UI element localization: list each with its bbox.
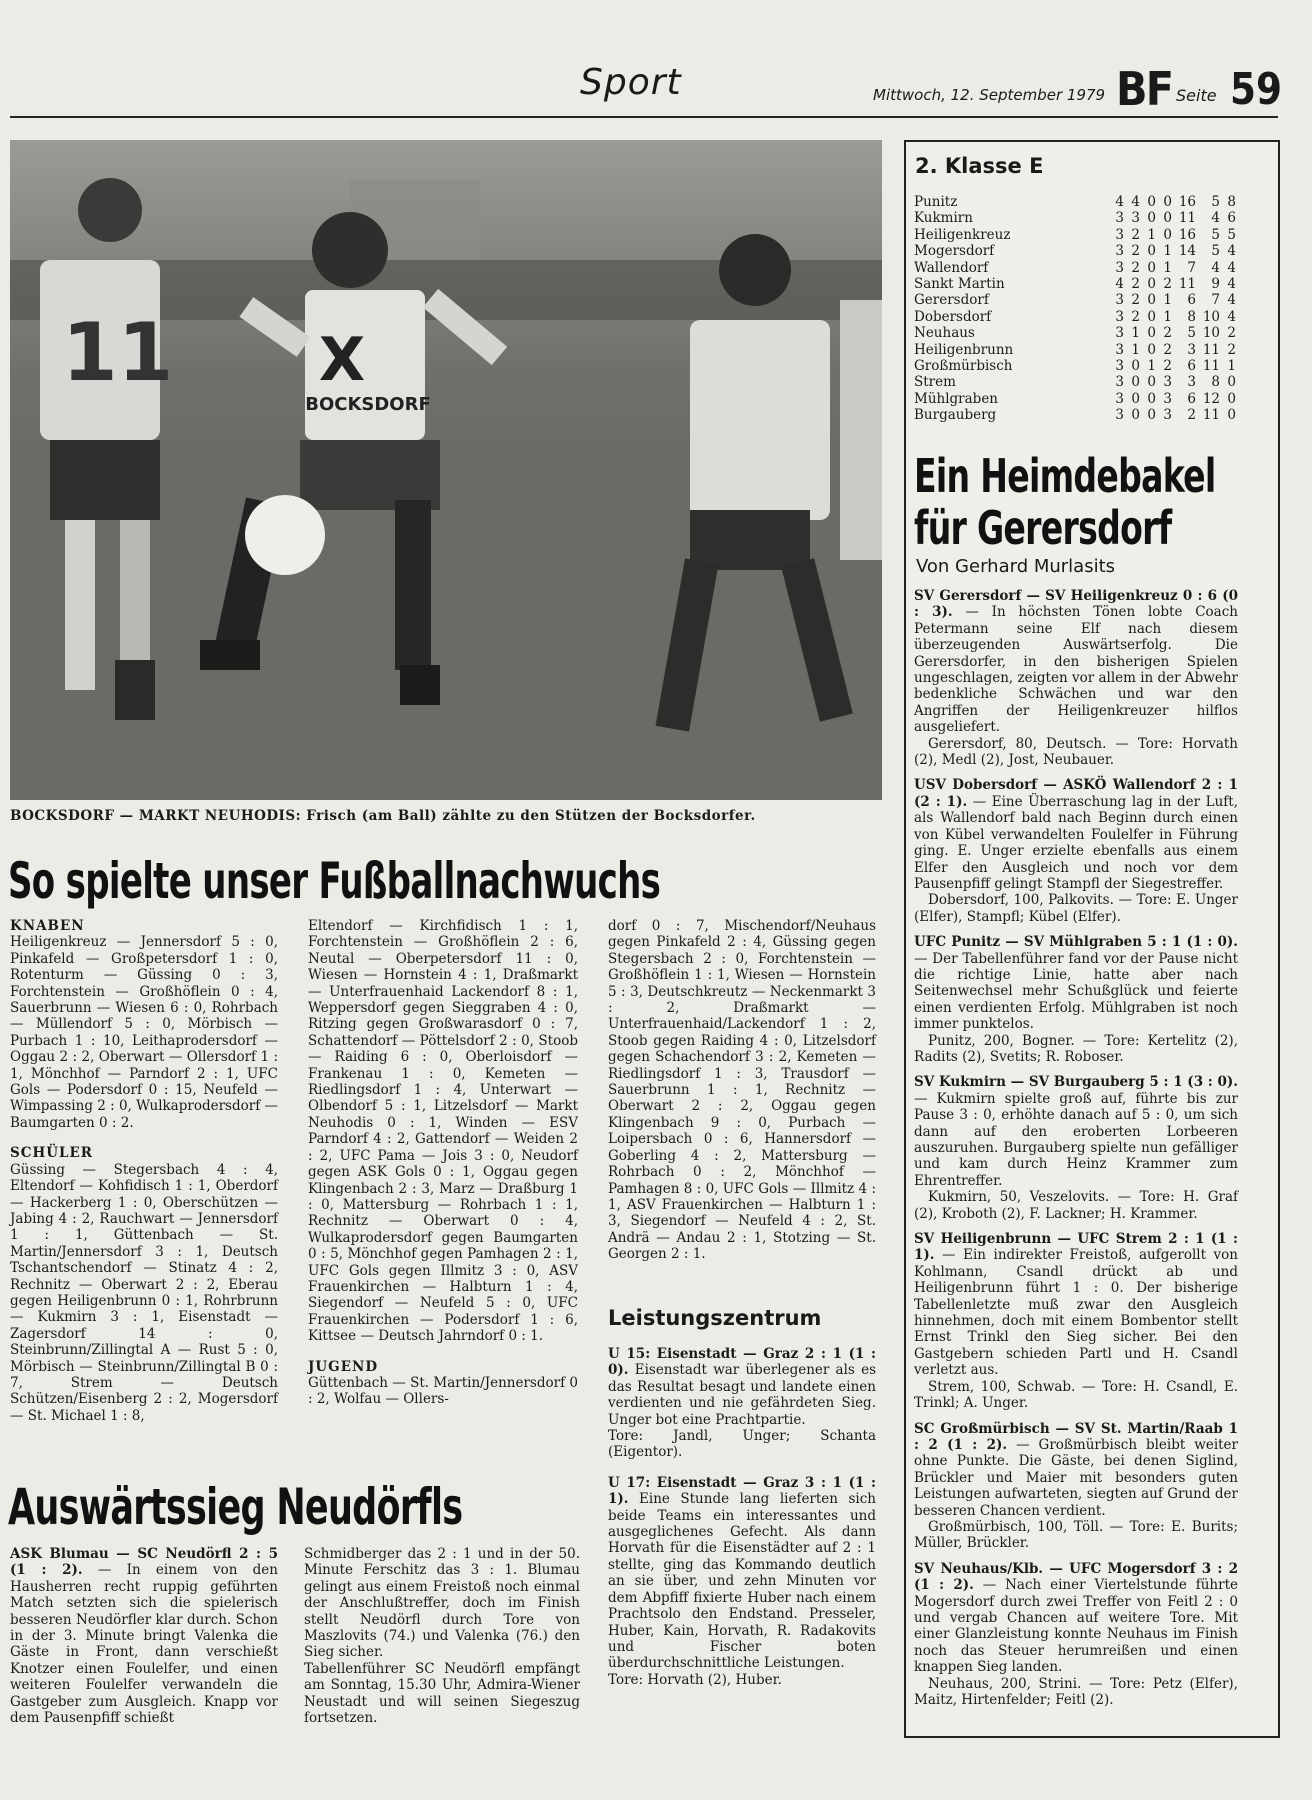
u17-tore: Tore: Horvath (2), Huber.: [608, 1671, 782, 1688]
page-number: 59: [1230, 64, 1283, 115]
standings-cell-tore: 7: [1187, 259, 1196, 276]
standings-cell-tore: 16: [1178, 194, 1196, 210]
standings-cell-n: 3: [1163, 390, 1172, 407]
photo-caption: BOCKSDORF — MARKT NEUHODIS: Frisch (am Ball) zählte zu den Stützen der Bocksdorfer.: [10, 808, 756, 824]
game-heading: SC Großmürbisch — SV St. Martin/Raab 1 : 2 (1 : 2).: [914, 1420, 1238, 1453]
standings-cell-team: Heiligenbrunn: [914, 341, 1014, 358]
standings-cell-tore: 11: [1178, 210, 1196, 227]
standings-cell-ga: 8: [1211, 374, 1220, 391]
standings-row: [914, 358, 1236, 374]
game-text: — In höchsten Tönen lobte Coach Petermann seine Elf nach diesem überzeugenden Auswärtserfolg. Die Gerersdorfer, in den bisherigen Spielen ungeschlagen, zeigten vor allem in der Abwehr bedenkliche Schwächen und war den Angriffen der Heiligenkreuzer hilflos ausgeliefert.: [914, 604, 1238, 736]
jugend-results: Güttenbach — St. Martin/Jennersdorf 0 : 2, Wolfau — Ollers-: [308, 1374, 578, 1408]
standings-cell-pkt: 0: [1227, 407, 1236, 424]
game-info: Dobersdorf, 100, Palkovits. — Tore: E. Unger (Elfer), Stampfl; Kübel (Elfer).: [914, 892, 1238, 925]
standings-cell-sp: 3: [1115, 210, 1124, 227]
standings-cell-tore: 16: [1178, 226, 1196, 243]
standings-table: [914, 194, 1236, 424]
game-heading: SV Heiligenbrunn — UFC Strem 2 : 1 (1 : 1).: [914, 1231, 1238, 1264]
game-report: [914, 777, 1238, 892]
game-report: [914, 934, 1238, 1032]
newspaper-logo: BF: [1116, 62, 1173, 116]
standings-row: [914, 292, 1236, 308]
game-report: [914, 1421, 1238, 1519]
standings-cell-s: 2: [1131, 276, 1140, 293]
standings-row: [914, 194, 1236, 210]
standings-cell-sp: 3: [1115, 243, 1124, 260]
game-text: — Kukmirn spielte groß auf, führte bis zur Pause 3 : 0, erhöhte danach auf 5 : 0, um sich dann auf den eroberten Lorbeeren auszuruhen. Burgauberg spielte nun gefälliger und kam durch Heinz Krammer zum Ehrentreffer.: [914, 1090, 1238, 1189]
standings-cell-team: Mogersdorf: [914, 243, 995, 260]
game-text: — Nach einer Viertelstunde führte Mogersdorf durch zwei Treffer von Feitl 2 : 0 und vergab Chancen auf weitere Tore. Mit einer Glanzleistung konnte Neuhaus im Finish noch das Steuer herumreißen und einen knappen Sieg landen.: [914, 1577, 1238, 1676]
standings-cell-n: 2: [1163, 341, 1172, 358]
standings-cell-n: 1: [1163, 259, 1172, 276]
game-heading: SV Neuhaus/Klb. — UFC Mogersdorf 3 : 2 (1 : 2).: [914, 1560, 1238, 1594]
game-report: [914, 1231, 1238, 1379]
game-heading: SV Kukmirn — SV Burgauberg 5 : 1 (3 : 0).: [914, 1074, 1238, 1091]
jugend-results-cont: dorf 0 : 7, Mischendorf/Neuhaus gegen Pinkafeld 2 : 4, Güssing gegen Stegersbach 2 : 0, Forchtenstein — Großhöflein 1 : 1, Wiesen — Hornstein 5 : 3, Deutschkreutz — Neckenmarkt 3 : 2, Draßmarkt — Unterfrauenhaid/Lackendorf 1 : 2, Stoob gegen Raiding 4 : 0, Litzelsdorf gegen Schachendorf 3 : 2, Kemeten — Riedlingsdorf 1 : 3, Trausdorf — Sauerbrunn 1 : 1, Rechnitz — Oberwart 2 : 2, Oggau gegen Klingenbach 9 : 0, Purbach — Loipersbach 0 : 6, Hannersdorf — Goberling 4 : 2, Mattersburg — Rohrbach 0 : 2, Mönchhof — Pamhagen 8 : 0, UFC Gols — Illmitz 4 : 1, ASV Frauenkirchen — Halbturn 1 : 3, Siegendorf — Neufeld 4 : 2, St. Andrä — Andau 2 : 1, Stotzing — St. Georgen 2 : 1.: [608, 918, 876, 1263]
standings-cell-ga: 4: [1211, 259, 1220, 276]
standings-cell-sp: 3: [1115, 308, 1124, 325]
standings-cell-ga: 11: [1202, 358, 1220, 375]
standings-cell-ga: 5: [1211, 243, 1220, 260]
game-info: Strem, 100, Schwab. — Tore: H. Csandl, E. Trinkl; A. Unger.: [914, 1378, 1238, 1412]
standings-cell-tore: 11: [1178, 276, 1196, 293]
standings-cell-sp: 3: [1115, 358, 1124, 375]
standings-cell-ga: 5: [1211, 226, 1220, 243]
standings-cell-sp: 3: [1115, 292, 1124, 309]
standings-cell-pkt: 4: [1227, 259, 1236, 276]
standings-cell-u: 1: [1147, 358, 1156, 375]
standings-row: [914, 276, 1236, 292]
standings-cell-s: 2: [1131, 308, 1140, 325]
standings-cell-s: 2: [1131, 259, 1140, 276]
standings-row: [914, 325, 1236, 341]
standings-cell-pkt: 8: [1227, 194, 1236, 210]
standings-row: [914, 374, 1236, 390]
standings-cell-sp: 3: [1115, 226, 1124, 243]
game-info: Kukmirn, 50, Veszelovits. — Tore: H. Graf (2), Kroboth (2), F. Lackner; H. Krammer.: [914, 1189, 1238, 1222]
standings-cell-n: 1: [1163, 308, 1172, 325]
standings-cell-u: 0: [1147, 325, 1156, 342]
standings-cell-pkt: 6: [1227, 210, 1236, 227]
standings-cell-tore: 8: [1187, 308, 1196, 325]
svg-text:X: X: [318, 325, 366, 395]
standings-cell-tore: 6: [1187, 292, 1196, 309]
header-rule: [10, 116, 1278, 118]
game-report: [914, 1561, 1238, 1676]
standings-cell-team: Punitz: [914, 194, 958, 210]
standings-cell-u: 0: [1147, 374, 1156, 391]
standings-cell-tore: 14: [1178, 243, 1196, 260]
byline: Von Gerhard Murlasits: [916, 556, 1116, 577]
standings-cell-s: 2: [1131, 292, 1140, 309]
standings-cell-sp: 3: [1115, 374, 1124, 391]
standings-cell-ga: 11: [1202, 341, 1220, 358]
standings-cell-pkt: 4: [1227, 292, 1236, 309]
u15-tore: Tore: Jandl, Unger; Schanta (Eigentor).: [608, 1428, 876, 1461]
neudoerfl-lead: ASK Blumau — SC Neudörfl 2 : 5 (1 : 2).: [10, 1546, 278, 1579]
standings-cell-team: Dobersdorf: [914, 308, 992, 325]
standings-cell-u: 0: [1147, 259, 1156, 276]
u17-report: U 17: Eisenstadt — Graz 3 : 1 (1 : 1). Eine Stunde lang lieferten sich beide Teams ein interessantes und ausgeglichenes Gefecht. Als dann Horvath für die Eisenstädter auf 2 : 1 stellte, ging das Kommando deutlich an sie über, und zehn Minuten vor dem Abpfiff fixierte Huber nach einem Prachtsolo den Endstand. Presseler, Huber, Kain, Horvath, R. Radakovits und Fischer boten überdurchschnittliche Leistungen.: [608, 1474, 877, 1672]
standings-cell-tore: 6: [1187, 358, 1196, 375]
standings-cell-team: Wallendorf: [914, 259, 989, 276]
jersey-number: 11: [62, 306, 174, 399]
leistungszentrum-heading: Leistungszentrum: [608, 1306, 822, 1330]
standings-cell-u: 0: [1147, 308, 1156, 325]
photo-illustration: [10, 140, 882, 800]
standings-cell-team: Sankt Martin: [914, 276, 1005, 293]
standings-cell-tore: 5: [1187, 325, 1196, 342]
game-heading: SV Gerersdorf — SV Heiligenkreuz 0 : 6 (0 : 3).: [914, 588, 1238, 621]
neudoerfl-column-1: ASK Blumau — SC Neudörfl 2 : 5 (1 : 2). — In einem von den Hausherren recht ruppig geführten Match setzten sich die spielerisch besseren Neudörfler klar durch. Schon in der 3. Minute bringt Valenka die Gäste in Front, dann verschießt Knotzer einen Foulelfer, und einen weiteren Foulelfer verwandeln die Gastgeber zum Ausgleich. Knapp vor dem Pausenpfiff schießt: [10, 1546, 278, 1727]
standings-cell-ga: 10: [1202, 308, 1220, 325]
standings-cell-team: Gerersdorf: [914, 292, 989, 309]
standings-cell-s: 2: [1131, 226, 1140, 243]
u15-report: U 15: Eisenstadt — Graz 2 : 1 (1 : 0). Eisenstadt war überlegener als es das Resultat besagt und landete einen verdienten und nie gefährdeten Sieg. Unger bot eine Prachtpartie.: [608, 1346, 876, 1428]
standings-cell-n: 2: [1163, 276, 1172, 293]
standings-cell-team: Neuhaus: [914, 325, 975, 342]
standings-cell-ga: 4: [1211, 210, 1220, 227]
standings-cell-ga: 11: [1202, 407, 1220, 424]
report-headline: Ein Heimdebakel für Gerersdorf: [914, 449, 1216, 555]
youth-column-1: [10, 918, 278, 1424]
standings-cell-n: 0: [1163, 226, 1172, 243]
youth-column-2: [308, 918, 578, 1408]
standings-cell-sp: 3: [1115, 325, 1124, 342]
standings-cell-pkt: 4: [1227, 276, 1236, 293]
game-info: Neuhaus, 200, Strini. — Tore: Petz (Elfer), Maitz, Hirtenfelder; Feitl (2).: [914, 1675, 1238, 1708]
standings-cell-pkt: 4: [1227, 243, 1236, 260]
jersey-text: BOCKSDORF: [305, 394, 431, 415]
standings-cell-pkt: 0: [1227, 374, 1236, 391]
leistungszentrum-text: [608, 1346, 876, 1688]
standings-row: [914, 342, 1236, 358]
neudoerfl-column-2: Schmidberger das 2 : 1 und in der 50. Minute Ferschitz das 3 : 1. Blumau gelingt aus einem Freistoß noch einmal der Anschlußtreffer, doch im Finish stellt Neudörfl durch Tore von Maszlovits (74.) und Valenka (76.) den Sieg sicher. Tabellenführer SC Neudörfl empfängt am Sonntag, 15.30 Uhr, Admira-Wiener Neustadt und will seinen Siegeszug fortsetzen.: [304, 1546, 580, 1727]
standings-cell-sp: 3: [1115, 259, 1124, 276]
standings-cell-sp: 3: [1115, 390, 1124, 407]
standings-cell-u: 0: [1147, 210, 1156, 227]
schueler-heading: SCHÜLER: [10, 1145, 94, 1162]
standings-cell-team: Burgauberg: [914, 407, 997, 424]
game-text: — Der Tabellenführer fand vor der Pause nicht die richtige Linie, hatte aber nach Seitenwechsel mehr Schußglück und feierte einen verdienten Erfolg. Mühlgraben ist noch immer punktelos.: [914, 950, 1238, 1033]
standings-row: [914, 227, 1236, 243]
page-label: Seite: [1176, 86, 1217, 105]
main-headline: So spielte unser Fußballnachwuchs: [8, 852, 661, 910]
schueler-results-cont: Eltendorf — Kirchfidisch 1 : 1, Forchtenstein — Großhöflein 2 : 6, Neutal — Oberpetersdorf 11 : 0, Wiesen — Hornstein 4 : 1, Draßmarkt — Unterfrauenhaid Lackendorf 8 : 1, Weppersdorf gegen Sieggraben 4 : 0, Ritzing gegen Großwarasdorf 0 : 7, Schattendorf — Pöttelsdorf 2 : 0, Stoob — Raiding 6 : 0, Oberloisdorf — Frankenau 1 : 0, Kemeten — Riedlingsdorf 1 : 4, Unterwart — Olbendorf 5 : 1, Litzelsdorf — Markt Neuhodis 0 : 1, Winden — ESV Parndorf 4 : 2, Gattendorf — Weiden 2 : 2, UFC Pama — Jois 3 : 0, Neudorf gegen ASK Gols 0 : 1, Oggau gegen Klingenbach 2 : 3, Marz — Draßburg 1 : 0, Mattersburg — Rohrbach 1 : 1, Rechnitz — Oberwart 0 : 4, Wulkaprodersdorf gegen Baumgarten 0 : 5, Mönchhof gegen Pamhagen 2 : 1, UFC Gols gegen Illmitz 3 : 0, ASV Frauenkirchen — Halbturn 1 : 4, Siegendorf — Neufeld 5 : 0, UFC Frauenkirchen — Podersdorf 1 : 6, Kittsee — Deutsch Jahrndorf 0 : 1.: [308, 918, 578, 1345]
standings-cell-u: 0: [1147, 407, 1156, 424]
standings-cell-n: 2: [1163, 325, 1172, 342]
issue-date: Mittwoch, 12. September 1979: [873, 86, 1106, 104]
standings-cell-tore: 6: [1187, 390, 1196, 407]
standings-cell-s: 4: [1131, 194, 1140, 210]
standings-cell-s: 1: [1131, 341, 1140, 358]
standings-cell-team: Kukmirn: [914, 210, 973, 227]
standings-cell-u: 0: [1147, 292, 1156, 309]
standings-cell-s: 0: [1131, 374, 1140, 391]
standings-cell-n: 2: [1163, 358, 1172, 375]
standings-cell-team: Strem: [914, 374, 956, 391]
standings-row: [914, 243, 1236, 259]
standings-cell-n: 0: [1163, 210, 1172, 227]
game-heading: UFC Punitz — SV Mühlgraben 5 : 1 (1 : 0).: [914, 934, 1238, 951]
standings-cell-team: Großmürbisch: [914, 358, 1013, 375]
game-info: Großmürbisch, 100, Töll. — Tore: E. Burits; Müller, Brückler.: [914, 1518, 1238, 1552]
standings-cell-ga: 9: [1211, 276, 1220, 293]
knaben-heading: KNABEN: [10, 918, 85, 934]
standings-cell-n: 3: [1163, 374, 1172, 391]
standings-cell-ga: 12: [1202, 390, 1220, 407]
jugend-heading: JUGEND: [308, 1358, 379, 1375]
standings-cell-n: 0: [1163, 194, 1172, 210]
standings-row: [914, 391, 1236, 407]
standings-cell-sp: 4: [1115, 276, 1124, 293]
standings-cell-tore: 3: [1187, 341, 1196, 358]
standings-cell-u: 1: [1147, 226, 1156, 243]
schueler-results: Güssing — Stegersbach 4 : 4, Eltendorf — Kohfidisch 1 : 1, Oberdorf — Hackerberg 1 : 0, Oberschützen — Jabing 4 : 2, Rauchwart — Jennersdorf 1 : 1, Güttenbach — St. Martin/Jennersdorf 3 : 1, Deutsch Tschantschendorf — Stinatz 4 : 2, Rechnitz — Oberwart 2 : 2, Eberau gegen Heiligenbrunn 0 : 1, Rohrbrunn — Kukmirn 3 : 1, Eisenstadt — Zagersdorf 14 : 0, Steinbrunn/Zillingtal A — Rust 5 : 0, Mörbisch — Steinbrunn/Zillingtal B 0 : 7, Strem — Deutsch Schützen/Eisenberg 2 : 2, Mogersdorf — St. Michael 1 : 8,: [10, 1161, 278, 1424]
standings-title: 2. Klasse E: [915, 154, 1044, 178]
standings-row: [914, 309, 1236, 325]
standings-cell-sp: 4: [1115, 194, 1124, 210]
standings-cell-pkt: 2: [1227, 341, 1236, 358]
game-text: — Eine Überraschung lag in der Luft, als Wallendorf bald nach Beginn durch einen von Kübel verwandelten Foulelfer in Führung ging. E. Unger erzielte ebenfalls aus einem Elfer den Ausgleich und noch vor dem Pausenpfiff gelingt Stampfl der Siegestreffer.: [914, 793, 1238, 892]
section-title: Sport: [580, 62, 682, 103]
standings-cell-ga: 5: [1211, 194, 1220, 210]
standings-cell-u: 0: [1147, 390, 1156, 407]
game-info: Punitz, 200, Bogner. — Tore: Kertelitz (2), Radits (2), Svetits; R. Roboser.: [914, 1032, 1238, 1065]
game-heading: USV Dobersdorf — ASKÖ Wallendorf 2 : 1 (2 : 1).: [914, 777, 1238, 810]
neudoerfl-headline: Auswärtssieg Neudörfls: [8, 1478, 463, 1536]
standings-cell-n: 3: [1163, 407, 1172, 424]
standings-cell-team: Mühlgraben: [914, 390, 998, 407]
standings-cell-s: 0: [1131, 390, 1140, 407]
standings-cell-u: 0: [1147, 194, 1156, 210]
standings-cell-sp: 3: [1115, 341, 1124, 358]
youth-column-3: [608, 918, 876, 1263]
standings-cell-pkt: 5: [1227, 226, 1236, 243]
standings-cell-sp: 3: [1115, 407, 1124, 424]
report-column: [914, 588, 1238, 1717]
game-info: Gerersdorf, 80, Deutsch. — Tore: Horvath (2), Medl (2), Jost, Neubauer.: [914, 735, 1238, 769]
game-text: — Ein indirekter Freistoß, aufgerollt von Kohlmann, Csandl drückt ab und Heiligenbrunn führt 1 : 0. Der bisherige Tabellenletzte muß zwar den Ausgleich hinnehmen, doch mit einem Bombentor stellt Ernst Trinkl den Sieg sicher. Bei den Gastgebern schieden Partl und H. Csandl verletzt aus.: [914, 1247, 1238, 1379]
game-report: [914, 588, 1238, 736]
standings-cell-pkt: 2: [1227, 325, 1236, 342]
standings-cell-pkt: 4: [1227, 308, 1236, 325]
standings-row: [914, 260, 1236, 276]
standings-cell-pkt: 0: [1227, 390, 1236, 407]
standings-cell-ga: 10: [1202, 325, 1220, 342]
standings-cell-u: 0: [1147, 276, 1156, 293]
standings-cell-n: 1: [1163, 292, 1172, 309]
standings-row: [914, 407, 1236, 423]
page-header: [0, 0, 1312, 120]
standings-cell-tore: 3: [1187, 374, 1196, 391]
standings-cell-u: 0: [1147, 243, 1156, 260]
knaben-results: Heiligenkreuz — Jennersdorf 5 : 0, Pinkafeld — Großpetersdorf 1 : 0, Rotenturm — Güssing 0 : 3, Forchtenstein — Großhöflein 0 : 4, Sauerbrunn — Wiesen 6 : 0, Rohrbach — Müllendorf 5 : 0, Mörbisch — Purbach 1 : 10, Leithaprodersdorf — Oggau 2 : 2, Oberwart — Ollersdorf 1 : 1, Mönchhof — Parndorf 2 : 1, UFC Gols — Podersdorf 0 : 15, Neufeld — Wimpassing 2 : 0, Wulkaprodersdorf — Baumgarten 0 : 2.: [10, 934, 278, 1131]
standings-cell-s: 0: [1131, 358, 1140, 375]
standings-cell-pkt: 1: [1227, 358, 1236, 375]
standings-cell-s: 0: [1131, 407, 1140, 424]
standings-cell-s: 3: [1131, 210, 1140, 227]
standings-cell-team: Heiligenkreuz: [914, 226, 1011, 243]
standings-cell-s: 2: [1131, 243, 1140, 260]
standings-cell-u: 0: [1147, 341, 1156, 358]
standings-cell-n: 1: [1163, 243, 1172, 260]
standings-row: [914, 210, 1236, 226]
game-text: — Großmürbisch bleibt weiter ohne Punkte. Die Gäste, bei denen Siglind, Brückler und Maier mit besonders guten Leistungen aufwarteten, siegten auf Grund der besseren Chancen verdient.: [914, 1436, 1238, 1519]
standings-cell-ga: 7: [1211, 292, 1220, 309]
football-photo: [10, 140, 882, 800]
standings-cell-s: 1: [1131, 325, 1140, 342]
standings-cell-tore: 2: [1187, 407, 1196, 424]
game-report: [914, 1074, 1238, 1189]
